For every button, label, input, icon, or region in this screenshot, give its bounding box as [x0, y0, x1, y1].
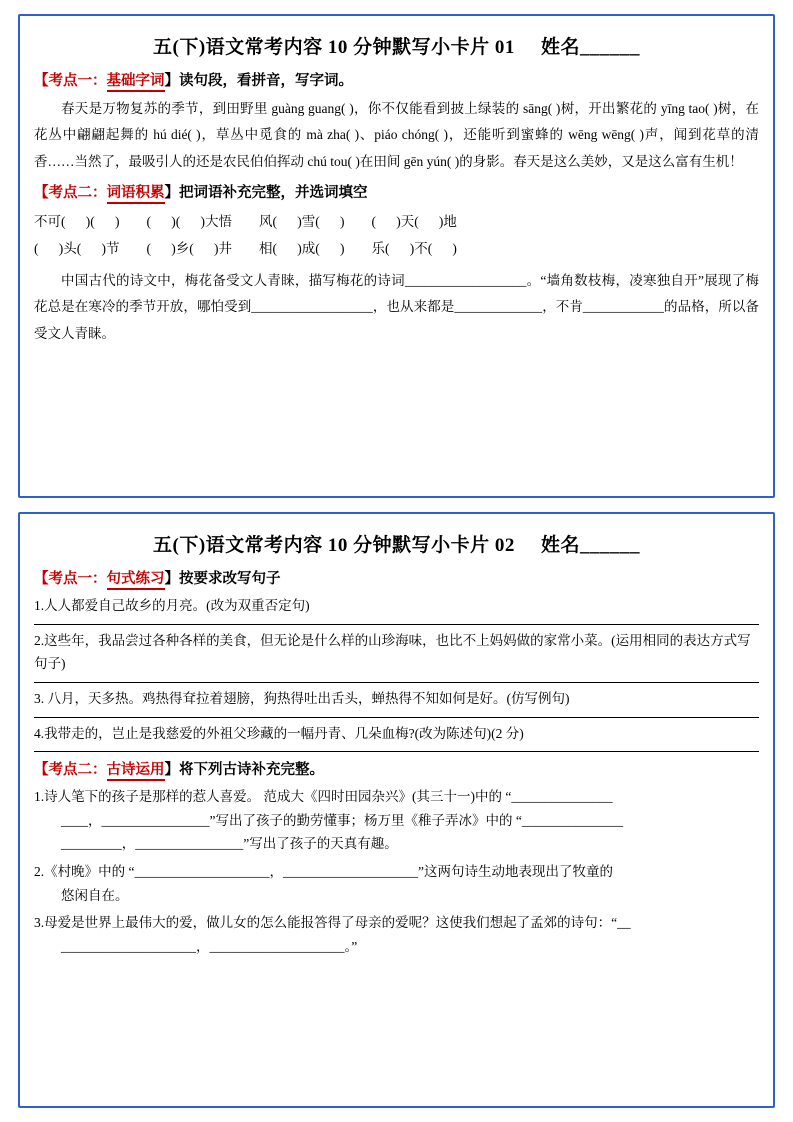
card-02-name-label: 姓名______: [540, 535, 640, 556]
point-one-desc: 】读句段，看拼音，写字词。: [164, 73, 353, 89]
card-02: [18, 512, 775, 1108]
word-bank-row: ( )头( )节 ( )乡( )井 相( )成( ) 乐( )不( ): [34, 240, 457, 256]
poem-item: [34, 860, 759, 907]
point-two-prefix: 【考点二：: [34, 762, 107, 779]
question-item: 4.我带走的，岂止是我慈爱的外祖父珍藏的一幅丹青、几朵血梅?(改为陈述句)(2 分): [34, 725, 524, 741]
point-two-name: 词语积累: [107, 185, 165, 204]
poem-item-line: 悠闲自在。: [61, 887, 129, 903]
poem-item: [34, 911, 759, 958]
card-02-title-text: 五(下)语文常考内容 10 分钟默写小卡片 02: [153, 535, 515, 556]
point-one-desc: 】按要求改写句子: [164, 571, 281, 587]
question-item: 1.人人都爱自己故乡的月亮。(改为双重否定句): [34, 598, 310, 613]
card-01: [18, 14, 775, 498]
poem-item-line: 1.诗人笔下的孩子是那样的惹人喜爱。 范成大《四时田园杂兴》(其三十一)中的 “_______________: [34, 789, 613, 805]
word-bank-row: 不可( )( ) ( )( )大悟 风( )雪( ) ( )天( )地: [34, 213, 457, 229]
card-01-title-text: 五(下)语文常考内容 10 分钟默写小卡片 01: [153, 37, 515, 58]
poem-item-line: 2.《村晚》中的 “____________________，____________________”这两句诗生动地表现出了牧童的: [34, 864, 613, 879]
question-item: 2.这些年，我品尝过各种各样的美食，但无论是什么样的山珍海味，也比不上妈妈做的家常小菜。(运用相同的表达方式写句子): [34, 632, 751, 672]
poem-item-line: ____________________，____________________。”: [61, 938, 358, 954]
point-one-name: 句式练习: [107, 571, 165, 590]
answer-line[interactable]: [34, 624, 759, 625]
point-two-prefix: 【考点二：: [34, 184, 107, 201]
point-two-desc: 】把词语补充完整，并选词填空: [164, 184, 368, 201]
card-01-name-label: 姓名______: [540, 37, 640, 58]
point-one-prefix: 【考点一：: [34, 571, 107, 587]
card-02-point-one-heading: [34, 567, 759, 588]
point-two-name: 古诗运用: [107, 762, 165, 781]
card-01-passage: [34, 96, 759, 175]
poem-item-line: ____，________________”写出了孩子的勤劳懂事；杨万里《稚子弄冰》中的 “_______________: [61, 812, 624, 828]
card-01-fill-paragraph: [34, 268, 759, 347]
answer-line[interactable]: [34, 717, 759, 718]
card-01-point-one-heading: [34, 69, 759, 90]
card-01-point-two-heading: [34, 181, 759, 202]
poem-item: [34, 785, 759, 856]
point-two-desc: 】将下列古诗补充完整。: [164, 762, 324, 779]
card-02-title: [34, 530, 759, 557]
question-item: 3. 八月，天多热。鸡热得耷拉着翅膀，狗热得吐出舌头，蝉热得不知如何是好。(仿写例句): [34, 690, 570, 706]
poem-item-line: 3.母爱是世界上最伟大的爱，做儿女的怎么能报答得了母亲的爱呢？这使我们想起了孟郊的诗句：“__: [34, 915, 631, 931]
card-01-passage-text: 春天是万物复苏的季节，到田野里 guàng guang( )，你不仅能看到披上绿装的 sāng( )树，开出繁花的 yīng tao( )树，在花丛中翩翩起舞的 hú dié( )，草丛中觅食的 mà zha( )、piáo chóng( )，还能听到蜜蜂的 wēng wēng( )声，闻到花草的清香……当然了，最吸引人的还是农民伯伯挥动 chú tou( )在田间 gēn yún( )的身影。春天是这么美妙，又是这么富有生机！: [34, 101, 759, 169]
point-one-name: 基础字词: [107, 73, 165, 92]
poem-item-line: _________，________________”写出了孩子的天真有趣。: [61, 836, 398, 852]
answer-line[interactable]: [34, 682, 759, 683]
card-01-fill-text: 中国古代的诗文中，梅花备受文人青睐，描写梅花的诗词__________________。“墙角数枝梅，凌寒独自开”展现了梅花总是在寒冷的季节开放，哪怕受到__________________，也从来都是_____________，不肯____________的品格，所以备受文人青睐。: [34, 272, 759, 341]
point-one-prefix: 【考点一：: [34, 73, 107, 89]
card-02-point-two-heading: [34, 758, 759, 779]
answer-line[interactable]: [34, 751, 759, 752]
card-01-title: [34, 32, 759, 59]
